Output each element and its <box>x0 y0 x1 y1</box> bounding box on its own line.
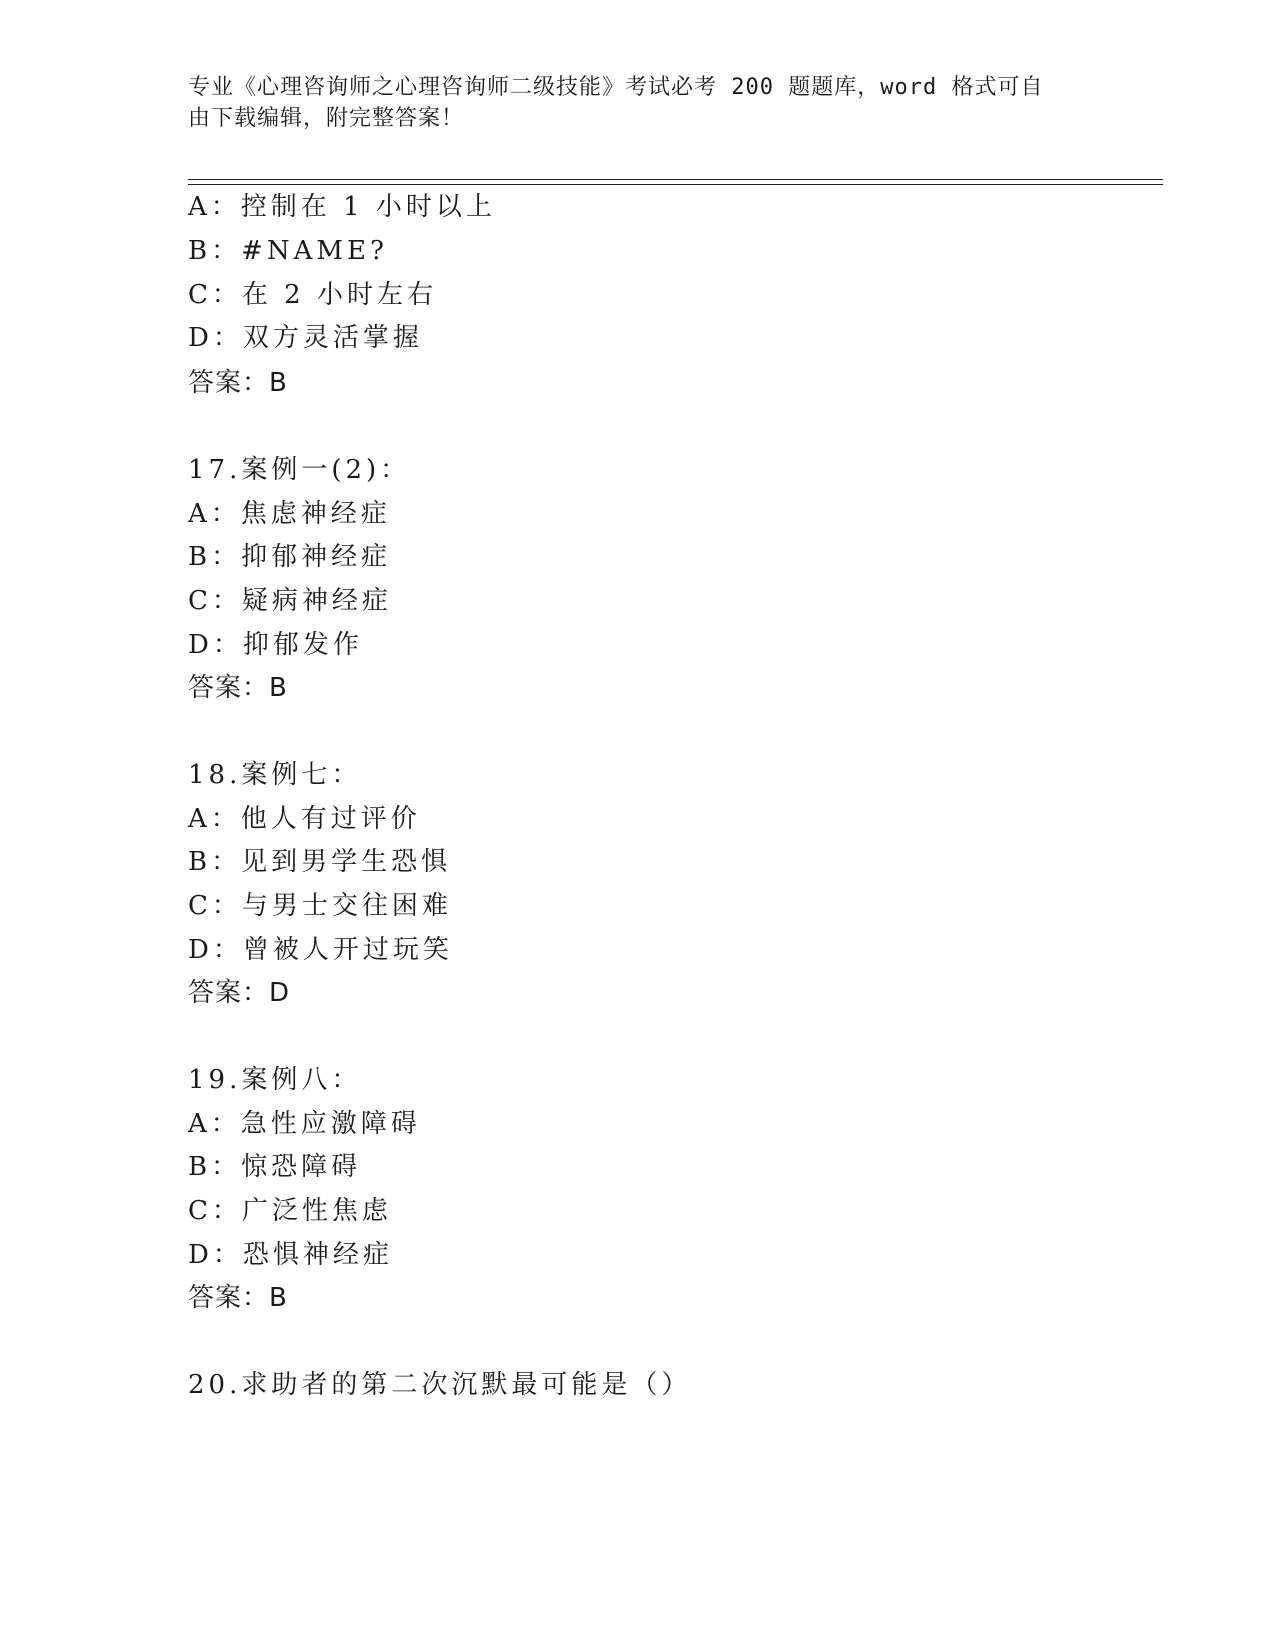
document-header <box>188 72 1068 134</box>
option-b: B：#NAME? <box>188 236 388 266</box>
option-b: B：见到男学生恐惧 <box>188 847 452 877</box>
header-divider-top <box>188 179 1163 180</box>
option-d: D：双方灵活掌握 <box>188 323 423 353</box>
option-d: D：抑郁发作 <box>188 630 363 660</box>
question-19: 19.案例八： <box>188 1065 362 1095</box>
option-d: D：曾被人开过玩笑 <box>188 935 453 965</box>
header-line-1: 专业《心理咨询师之心理咨询师二级技能》考试必考 200 题题库，word 格式可自 <box>188 75 1044 100</box>
question-17: 17.案例一(2)： <box>188 455 411 485</box>
answer-line: 答案：B <box>188 1283 288 1313</box>
option-a: A：急性应激障碍 <box>188 1109 421 1139</box>
answer-line: 答案：B <box>188 368 288 398</box>
option-a: A：焦虑神经症 <box>188 499 391 529</box>
option-c: C：疑病神经症 <box>188 586 392 616</box>
option-d: D：恐惧神经症 <box>188 1240 393 1270</box>
option-c: C：在 2 小时左右 <box>188 280 437 310</box>
option-c: C：与男士交往困难 <box>188 891 452 921</box>
header-line-2: 由下载编辑，附完整答案！ <box>188 106 465 131</box>
option-c: C：广泛性焦虑 <box>188 1196 392 1226</box>
answer-line: 答案：D <box>188 978 291 1008</box>
header-divider-bottom <box>188 184 1163 185</box>
option-a: A：他人有过评价 <box>188 804 421 834</box>
question-18: 18.案例七： <box>188 760 362 790</box>
question-20: 20.求助者的第二次沉默最可能是（） <box>188 1370 692 1400</box>
option-b: B：抑郁神经症 <box>188 542 392 572</box>
option-a: A：控制在 1 小时以上 <box>188 192 496 222</box>
option-b: B：惊恐障碍 <box>188 1152 362 1182</box>
answer-line: 答案：B <box>188 673 288 703</box>
